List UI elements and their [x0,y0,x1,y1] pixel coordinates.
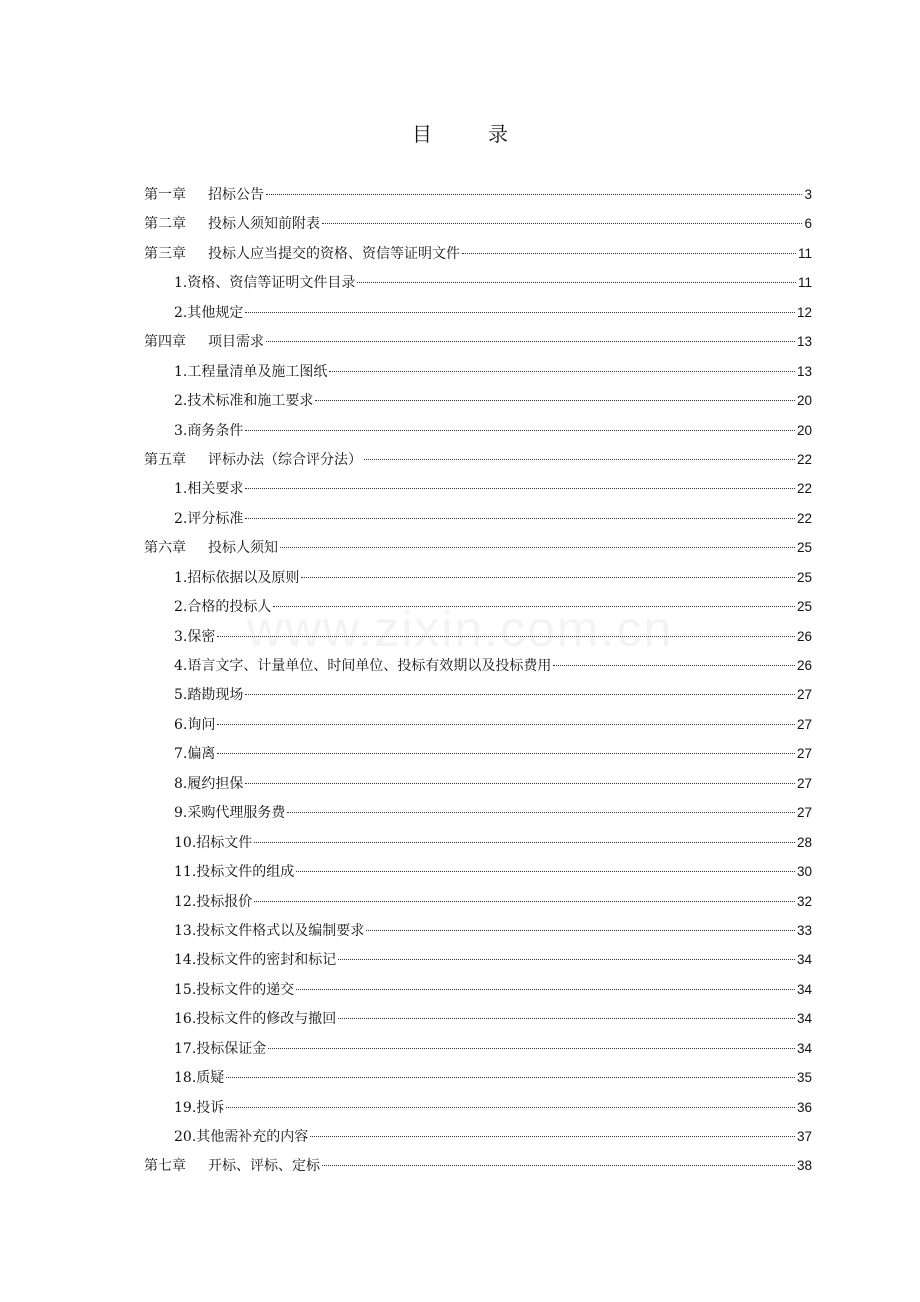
toc-page-number: 35 [796,1070,812,1086]
toc-section-entry[interactable] [144,298,812,327]
toc-entry-title [174,564,299,593]
toc-chapter-number: 第六章 [144,540,186,557]
toc-entry-label: 投标人应当提交的资格、资信等证明文件 [208,245,460,262]
toc-entry-title [174,1094,224,1123]
toc-chapter-number: 第五章 [144,451,186,468]
toc-chapter-entry[interactable] [144,239,812,268]
dot-leader [245,782,795,784]
dot-leader [226,1106,795,1108]
toc-page-number: 27 [796,775,812,791]
dot-leader [338,958,795,960]
dot-leader [357,281,796,283]
toc-entry-label: 6.询问 [174,716,216,733]
toc-entry-label: 8.履约担保 [174,775,244,792]
toc-entry-title [144,240,460,269]
toc-chapter-entry[interactable] [144,327,812,356]
dot-leader [266,193,802,195]
toc-entry-label: 1.资格、资信等证明文件目录 [174,275,356,292]
dot-leader [366,929,795,931]
toc-section-entry[interactable] [144,386,812,415]
toc-page-number: 38 [796,1158,812,1174]
toc-entry-title [174,358,327,387]
toc-page-number: 6 [804,216,812,232]
toc-entry-title [174,1035,266,1064]
toc-entry-label: 18.质疑 [174,1070,225,1087]
dot-leader [273,605,795,607]
toc-section-entry[interactable] [144,887,812,916]
toc-page-number: 26 [796,658,812,673]
toc-page-number: 28 [796,834,812,850]
toc-entry-label: 2.技术标准和施工要求 [174,393,314,410]
toc-entry-title [174,946,336,975]
toc-section-entry[interactable] [144,798,812,827]
dot-leader [266,340,795,342]
toc-entry-label: 11.投标文件的组成 [174,864,295,881]
dot-leader [254,841,795,843]
toc-page-number: 13 [796,334,812,350]
toc-section-entry[interactable] [144,592,812,621]
toc-entry-label: 1.相关要求 [174,481,244,498]
toc-entry-title [174,505,243,534]
toc-entry-label: 3.保密 [174,628,216,645]
toc-page-number: 22 [796,510,812,526]
toc-entry-title [174,387,313,416]
toc-entry-label: 4.语言文字、计量单位、时间单位、投标有效期以及投标费用 [174,658,552,674]
toc-entry-label: 9.采购代理服务费 [174,805,286,822]
toc-entry-title [174,976,294,1005]
toc-section-entry[interactable] [144,739,812,768]
toc-entry-title [144,534,278,563]
toc-section-entry[interactable] [144,563,812,592]
toc-chapter-number: 第四章 [144,334,186,351]
toc-entry-title [144,210,320,239]
toc-entry-label: 项目需求 [208,334,264,351]
toc-page-number: 25 [796,569,812,585]
toc-page-number: 11 [797,275,812,291]
toc-page-number: 25 [796,599,812,615]
toc-entry-title [174,269,355,298]
toc-entry-title [174,888,252,917]
toc-chapter-entry[interactable] [144,445,812,474]
toc-section-entry[interactable] [144,1122,812,1151]
page-title: 目 录 [412,122,526,146]
toc-page-number: 26 [796,628,812,644]
toc-page-number: 20 [796,393,812,409]
toc-page-number: 27 [796,746,812,762]
toc-page-number: 34 [796,1040,812,1056]
toc-entry-title [144,328,264,357]
toc-entry-label: 5.踏勘现场 [174,687,244,704]
toc-entry-label: 3.商务条件 [174,422,244,439]
dot-leader [217,635,795,637]
dot-leader [322,222,802,224]
toc-entry-title [174,623,215,652]
toc-page-number: 37 [796,1129,812,1144]
toc-entry-label: 15.投标文件的递交 [174,981,295,998]
dot-leader [245,487,795,489]
toc-section-entry[interactable] [144,268,812,297]
toc-entry-label: 10.招标文件 [174,834,253,851]
dot-leader [301,576,795,578]
toc-section-entry[interactable] [144,474,812,503]
toc-section-entry[interactable] [144,504,812,533]
toc-page-number: 12 [796,304,812,320]
toc-entry-label: 2.其他规定 [174,304,244,321]
dot-leader [338,1017,795,1019]
toc-entry-label: 2.评分标准 [174,510,244,527]
toc-page-number: 32 [796,893,812,909]
dot-leader [217,752,795,754]
toc-entry-title [174,299,243,328]
dot-leader [245,517,795,519]
toc-page-number: 11 [797,245,812,261]
dot-leader [245,429,795,431]
dot-leader [296,870,795,872]
toc-entry-label: 1.工程量清单及施工图纸 [174,363,328,380]
watermark: www.zixin.com.cn [246,601,674,657]
toc-entry-label: 招标公告 [208,187,264,203]
toc-chapter-number: 第二章 [144,216,186,233]
dot-leader [315,399,795,401]
toc-entry-label: 17.投标保证金 [174,1040,267,1057]
dot-leader [322,1164,795,1166]
toc-entry-title [174,917,364,946]
toc-page-number: 20 [796,422,812,438]
toc-page-number: 27 [796,687,812,703]
toc-entry-label: 投标人须知前附表 [208,216,320,233]
toc-page-number: 27 [796,716,812,732]
toc-section-entry[interactable] [144,828,812,857]
toc-section-entry[interactable] [144,975,812,1004]
toc-chapter-entry[interactable] [144,180,812,209]
toc-entry-label: 16.投标文件的修改与撤回 [174,1011,337,1028]
toc-page-number: 36 [796,1099,812,1115]
toc-entry-title [174,829,252,858]
toc-chapter-number: 第七章 [144,1158,186,1175]
toc-entry-label: 13.投标文件格式以及编制要求 [174,922,365,939]
toc-section-entry[interactable] [144,416,812,445]
dot-leader [245,311,795,313]
toc-entry-title [174,652,551,681]
toc-entry-title [174,1005,336,1034]
toc-page-number: 33 [796,922,812,938]
toc-entry-label: 12.投标报价 [174,893,253,910]
toc-page-number: 13 [796,363,812,379]
toc-page-number: 34 [796,952,812,968]
dot-leader [217,723,795,725]
toc-chapter-entry[interactable] [144,1151,812,1180]
dot-leader [462,252,796,254]
toc-section-entry[interactable] [144,680,812,709]
toc-chapter-entry[interactable] [144,533,812,562]
toc-chapter-entry[interactable] [144,209,812,238]
toc-entry-title [174,681,243,710]
toc-page-number: 27 [796,805,812,821]
dot-leader [329,370,795,372]
toc-section-entry[interactable] [144,651,812,680]
dot-leader [268,1047,795,1049]
dot-leader [245,693,795,695]
dot-leader [287,811,795,813]
dot-leader [280,546,795,548]
toc-entry-title [144,181,264,210]
toc-entry-title [174,1123,308,1152]
dot-leader [254,900,795,902]
toc-entry-title [174,593,271,622]
toc-page-number: 22 [796,451,812,467]
toc-entry-label: 2.合格的投标人 [174,599,272,616]
toc-page-number: 25 [796,540,812,556]
toc-chapter-number: 第三章 [144,245,186,262]
toc-page-number: 30 [796,864,812,880]
toc-entry-title [144,1152,320,1181]
toc-page-number: 3 [804,187,812,202]
toc-chapter-number: 第一章 [144,187,186,203]
toc-entry-title [174,475,243,504]
toc-page-number: 34 [796,1011,812,1027]
toc-entry-title [174,799,285,828]
toc-section-entry[interactable] [144,1093,812,1122]
toc-section-entry[interactable] [144,1004,812,1033]
toc-entry-label: 19.投诉 [174,1099,225,1116]
toc-section-entry[interactable] [144,769,812,798]
toc-section-entry[interactable] [144,1063,812,1092]
dot-leader [364,458,795,460]
dot-leader [296,988,795,990]
toc-entry-label: 投标人须知 [208,540,278,557]
toc-entry-title [174,711,215,740]
toc-entry-label: 评标办法（综合评分法） [208,451,362,468]
dot-leader [226,1076,795,1078]
toc-section-entry[interactable] [144,710,812,739]
toc-entry-title [174,858,294,887]
toc-section-entry[interactable] [144,357,812,386]
toc-entry-label: 1.招标依据以及原则 [174,569,300,586]
dot-leader [310,1135,795,1137]
toc-entry-title [174,1064,224,1093]
toc-entry-label: 20.其他需补充的内容 [174,1129,309,1145]
toc-entry-title [174,740,215,769]
toc-entry-label: 开标、评标、定标 [208,1158,320,1175]
toc-section-entry[interactable] [144,857,812,886]
toc-entry-title [144,446,362,475]
toc-entry-title [174,417,243,446]
toc-page-number: 22 [796,481,812,497]
toc-section-entry[interactable] [144,916,812,945]
toc-entry-title [174,770,243,799]
toc-section-entry[interactable] [144,622,812,651]
toc-page-number: 34 [796,981,812,997]
toc-section-entry[interactable] [144,945,812,974]
dot-leader [553,664,795,666]
toc-entry-label: 7.偏离 [174,746,216,763]
table-of-contents [144,180,812,1181]
toc-section-entry[interactable] [144,1034,812,1063]
toc-entry-label: 14.投标文件的密封和标记 [174,952,337,969]
